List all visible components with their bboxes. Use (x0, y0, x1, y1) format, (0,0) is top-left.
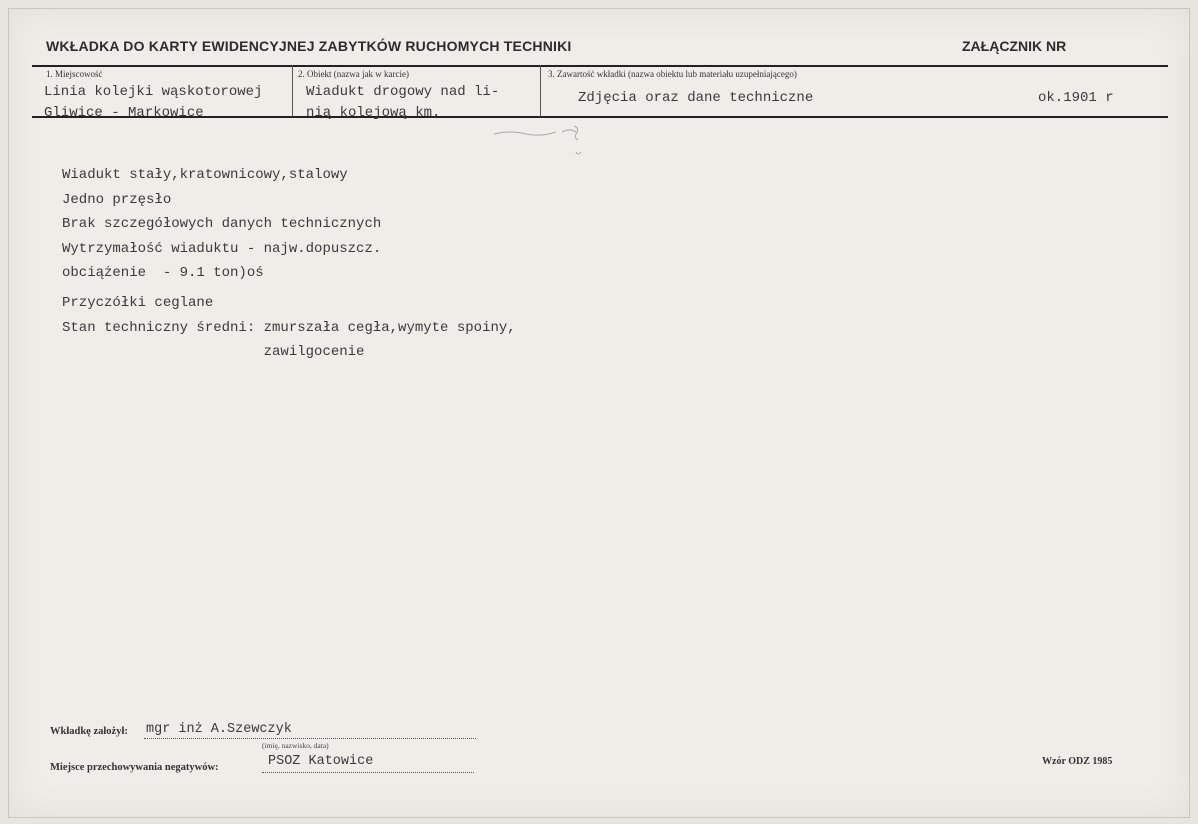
creator-dotted-line (144, 738, 476, 739)
condition-line: Stan techniczny średni: zmurszała cegła,wymyte spoiny, (62, 319, 516, 336)
date-value: ok.1901 r (1038, 90, 1114, 106)
description-line: Jedno przęsło (62, 191, 172, 208)
annex-label: ZAŁĄCZNIK NR (962, 38, 1067, 54)
field-divider-1 (292, 65, 293, 117)
object-line-1: Wiadukt drogowy nad li- (306, 84, 500, 100)
record-card (8, 8, 1190, 818)
description-line: Wiadukt stały,kratownicowy,stalowy (62, 167, 348, 183)
description-line: Brak szczegółowych danych technicznych (62, 216, 382, 232)
condition-block (62, 291, 516, 365)
storage-label: Miejsce przechowywania negatywów: (50, 762, 219, 773)
field-divider-2 (540, 65, 541, 117)
field-2-label: 2. Obiekt (nazwa jak w karcie) (298, 69, 409, 79)
field-1-label: 1. Miejscowość (46, 69, 103, 79)
form-code: Wzór ODZ 1985 (1042, 756, 1113, 767)
contents-value: Zdjęcia oraz dane techniczne (578, 90, 814, 106)
creator-label: Wkładkę założył: (50, 726, 128, 737)
description-line: obciążenie - 9.1 ton)oś (62, 265, 264, 281)
condition-line: zawilgocenie (62, 344, 365, 360)
field-3-label: 3. Zawartość wkładki (nazwa obiektu lub materiału uzupełniającego) (548, 69, 797, 79)
creator-hint: (imię, nazwisko, data) (262, 741, 329, 750)
description-line: Wytrzymałość wiaduktu - najw.dopuszcz. (62, 240, 382, 257)
form-title: WKŁADKA DO KARTY EWIDENCYJNEJ ZABYTKÓW RUCHOMYCH TECHNIKI (46, 38, 572, 54)
description-block (62, 163, 381, 286)
pencil-squiggle (490, 124, 590, 164)
condition-line: Przyczółki ceglane (62, 295, 214, 311)
header-rule-top (32, 65, 1168, 67)
location-line-2: Gliwice - Markowice (44, 105, 204, 121)
storage-value: PSOZ Katowice (268, 754, 374, 769)
location-line-1: Linia kolejki wąskotorowej (44, 84, 263, 100)
object-line-2: nią kolejową km. (306, 105, 441, 121)
creator-value: mgr inż A.Szewczyk (146, 722, 292, 737)
storage-dotted-line (262, 772, 474, 773)
